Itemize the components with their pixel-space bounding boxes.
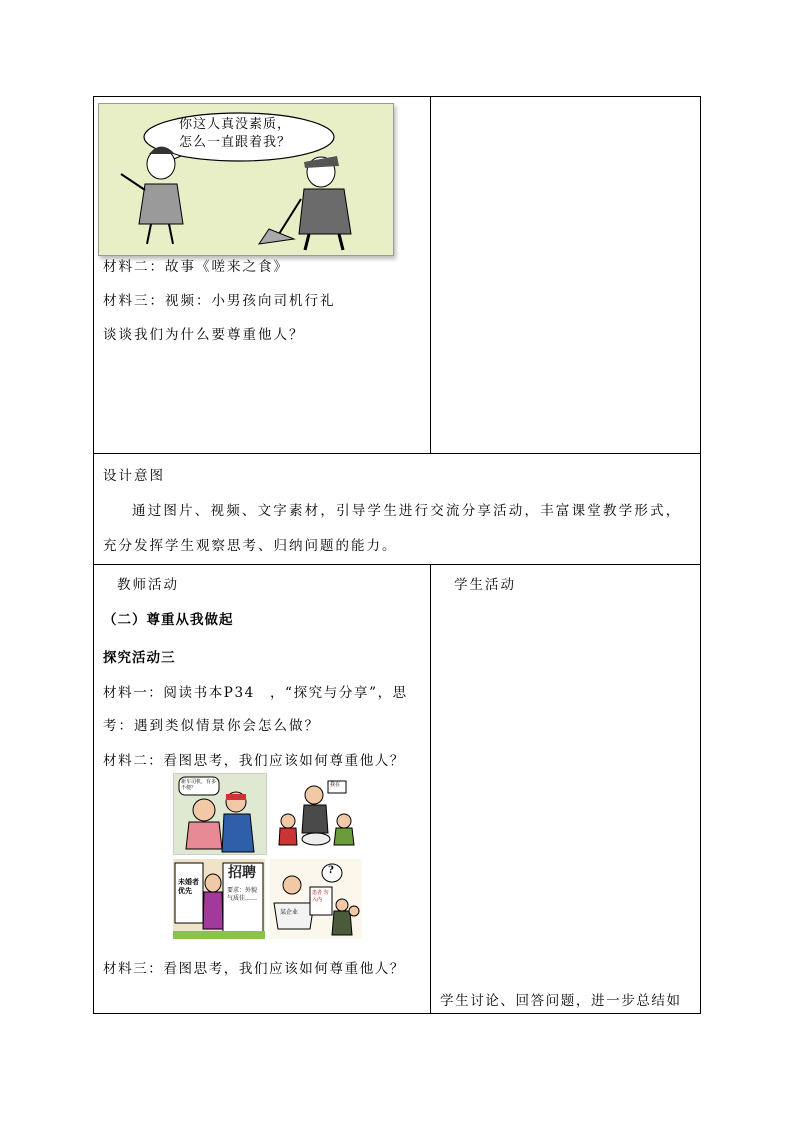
speech-bubble-line-2: 怎么一直跟着我？ <box>179 135 292 150</box>
cartoon-hiring-big: 招聘 <box>228 865 256 881</box>
top-question: 谈谈我们为什么要尊重他人？ <box>103 327 305 343</box>
cartoon-hiring-small: 要求：外貌气质佳…… <box>227 887 258 902</box>
column-divider-top <box>430 97 431 453</box>
row-divider-1 <box>94 453 700 454</box>
row-divider-2 <box>94 564 700 565</box>
design-intent-title: 设计意图 <box>103 468 165 484</box>
design-intent-line-2: 充分发挥学生观察思考、归纳问题的能力。 <box>103 538 398 554</box>
top-material-3: 材料三：视频：小男孩向司机行礼 <box>103 293 336 309</box>
speech-bubble-line-1: 你这人真没素质， <box>179 117 292 132</box>
student-activity-header: 学生活动 <box>454 577 516 593</box>
cartoon-hiring-sign-left: 未婚者优先 <box>178 877 199 895</box>
cartoon-image-street-sweeper <box>98 103 394 256</box>
teacher-activity-header: 教师活动 <box>117 577 179 593</box>
top-material-2: 材料二：故事《嗟来之食》 <box>103 259 289 275</box>
cartoon-bus-caption: 新车司机，有多不便？ <box>181 779 217 791</box>
activity-title: 探究活动三 <box>103 650 176 666</box>
cartoon-bus-seat <box>173 773 267 855</box>
cartoon-toilet-svg <box>270 773 362 853</box>
teacher-material-1-line-2: 考：遇到类似情景你会怎么做？ <box>103 718 320 734</box>
teacher-material-3: 材料三：看图思考，我们应该如何尊重他人？ <box>103 961 405 977</box>
cartoon-question-mark: ? <box>328 865 334 876</box>
cartoon-company-patient <box>270 859 362 939</box>
design-intent-line-1: 通过图片、视频、文字素材，引导学生进行交流分享活动，丰富课堂教学形式， <box>132 503 682 519</box>
cartoon-toilet <box>270 773 362 853</box>
teacher-material-1-line-1: 材料一：阅读书本P34 ，“探究与分享”，思 <box>103 685 408 701</box>
cartoon-hiring-ad <box>173 859 265 939</box>
cartoon-toilet-sign: 我在 <box>330 782 341 788</box>
cartoon-company-label: 某企业 <box>280 909 299 916</box>
student-activity-text: 学生讨论、回答问题，进一步总结如 <box>440 993 682 1009</box>
cartoon-company-sign: 患者 勿入内 <box>312 890 329 903</box>
section-title: （二）尊重从我做起 <box>103 612 234 628</box>
teacher-material-2: 材料二：看图思考，我们应该如何尊重他人？ <box>103 753 405 769</box>
column-divider-bottom <box>430 564 431 1013</box>
